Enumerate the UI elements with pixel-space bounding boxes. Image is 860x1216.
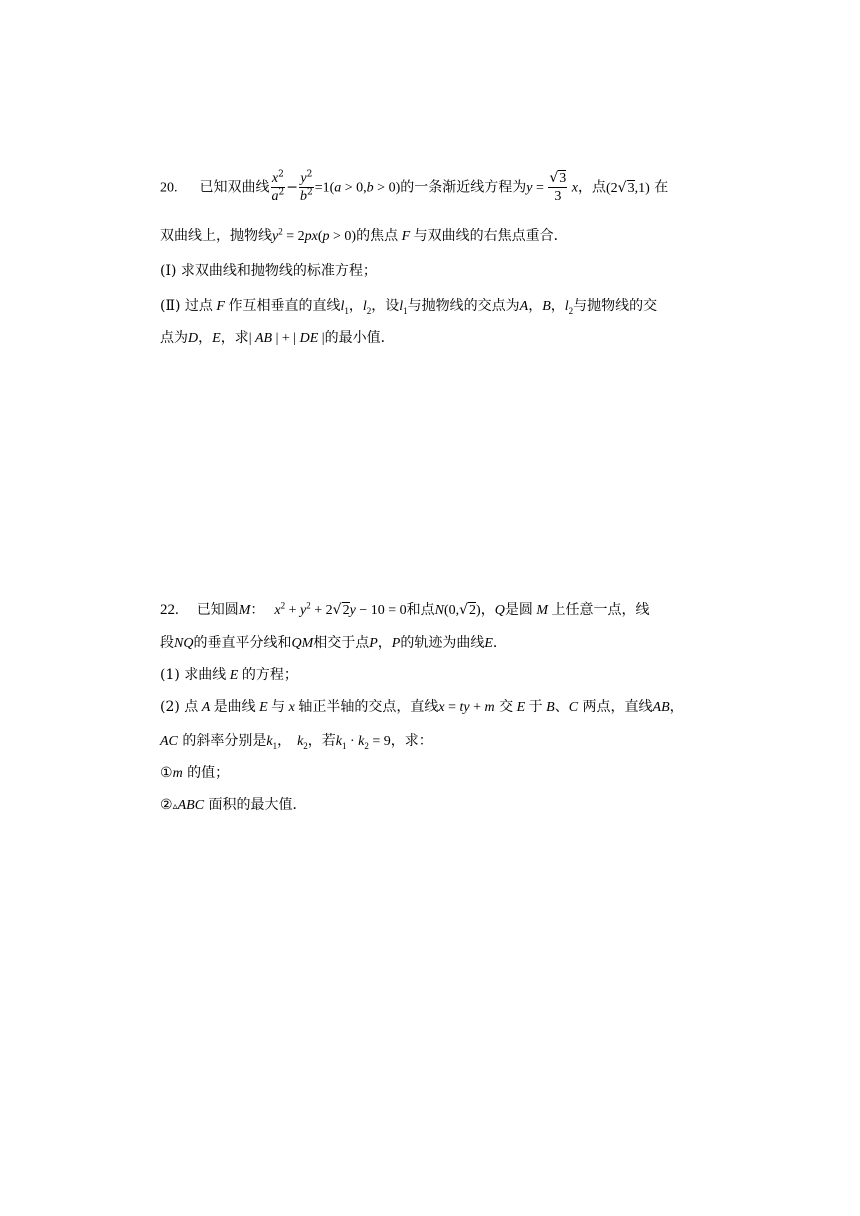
q20-text: 与抛物线的交 xyxy=(573,298,658,314)
q20-line-1: 20. 已知双曲线 $\frac{x^2}{a^2}$ − $\frac{y^2}{b^2}$ =1(a > 0,b > 0)的一条渐近线方程为y = $\frac{√3}{3}$ x，点(2√3,1) 在 xyxy=(160,169,669,204)
q22-text: 和点 xyxy=(406,602,435,618)
q22-text: 的斜率分别是 xyxy=(182,733,267,749)
q22-text: (2) 点 xyxy=(160,699,199,715)
q22-part-1: (1) 求曲线 E 的方程； xyxy=(160,667,298,683)
q22-text: ，求： xyxy=(390,733,433,749)
q22-item-2: ②▵ABC 面积的最大值． xyxy=(160,797,307,813)
q22-text: 是圆 xyxy=(504,602,533,618)
q22-text: 面积的最大值． xyxy=(208,797,307,813)
fraction: $\frac{x^2}{a^2}$ xyxy=(271,169,285,204)
q22-text: ． xyxy=(492,635,507,651)
q20-text: 作互相垂直的直线 xyxy=(228,298,341,314)
q20-text: ，求 xyxy=(220,330,249,346)
q22-text: 段 xyxy=(160,635,174,651)
q22-line-2: 段NQ的垂直平分线和QM相交于点P，P的轨迹为曲线E． xyxy=(160,635,507,651)
q20-text: 的一条渐近线方程为 xyxy=(400,179,527,196)
q20-text: 与抛物线的交点为 xyxy=(407,298,520,314)
q20-text: ，点 xyxy=(578,179,606,196)
q20-part-1 xyxy=(160,261,377,281)
q20-text: 在 xyxy=(654,179,669,196)
fraction: $\frac{y^2}{b^2}$ xyxy=(299,169,313,204)
q22-text: ，若 xyxy=(307,733,336,749)
q20-text: 与双曲线的右焦点重合． xyxy=(413,228,568,244)
q20-text: 点为 xyxy=(160,330,188,346)
q22-text: 两点，直线 xyxy=(582,699,653,715)
q22-text: 交 xyxy=(499,699,514,715)
q22-line-1: 22. 已知圆M： $x^2 + y^2 + 2√2y - 10 = 0$和点N(0,√2)，Q是圆 M 上任意一点，线 xyxy=(160,600,650,618)
q22-text: 是曲线 xyxy=(213,699,256,715)
q22-text: 的垂直平分线和 xyxy=(193,635,292,651)
q20-part-2-line-2: 点为D，E，求| AB | + | DE |的最小值． xyxy=(160,330,395,346)
q20-text: (Ⅱ) 过点 xyxy=(160,298,213,314)
q22-item-1: ①m 的值； xyxy=(160,765,230,781)
q22-text: 上任意一点，线 xyxy=(551,602,650,618)
q20-text: 已知双曲线 xyxy=(199,179,270,196)
fraction: $\frac{√3}{3}$ xyxy=(549,170,567,204)
q20-part-2-line-1: (Ⅱ) 过点 F 作互相垂直的直线$l_1$，$l_2$，设$l_1$与抛物线的交点为A，B，$l_2$与抛物线的交 xyxy=(160,298,658,316)
q20-number: 20. xyxy=(160,180,178,196)
q22-text: 的轨迹为曲线 xyxy=(400,635,485,651)
q20-text: 的最小值． xyxy=(324,330,395,346)
q22-part-2-line-1: (2) 点 A 是曲线 E 与 x 轴正半轴的交点，直线x = ty + m 交 E 于 B、C 两点，直线AB， xyxy=(160,699,684,715)
q22-text: 已知圆 xyxy=(196,602,239,618)
q20-text: 双曲线上，抛物线 xyxy=(160,228,272,244)
q20-line-2: 双曲线上，抛物线$y^2 = 2px(p > 0)$的焦点 F 与双曲线的右焦点重合． xyxy=(160,226,568,244)
q22-text: 相交于点 xyxy=(313,635,370,651)
q22-text: (1) 求曲线 xyxy=(160,667,227,683)
q22-text: 与 xyxy=(271,699,286,715)
q22-text: ① xyxy=(160,765,173,781)
q22-text: 于 xyxy=(528,699,543,715)
q20-text: 的焦点 xyxy=(356,228,399,244)
q22-part-2-line-2: AC 的斜率分别是$k_1$， $k_2$，若$k_1 \cdot k_2 = 9$，求： xyxy=(160,733,433,751)
q22-text: 轴正半轴的交点，直线 xyxy=(298,699,439,715)
q22-text: ， xyxy=(480,602,495,618)
q22-text: ② xyxy=(160,797,173,813)
q20-part-1-text: (Ⅰ) 求双曲线和抛物线的标准方程； xyxy=(160,263,377,279)
q22-text: 的方程； xyxy=(241,667,298,683)
q20-text: ，设 xyxy=(371,298,400,314)
q22-text: 的值； xyxy=(187,765,230,781)
q22-number: 22. xyxy=(160,602,179,618)
